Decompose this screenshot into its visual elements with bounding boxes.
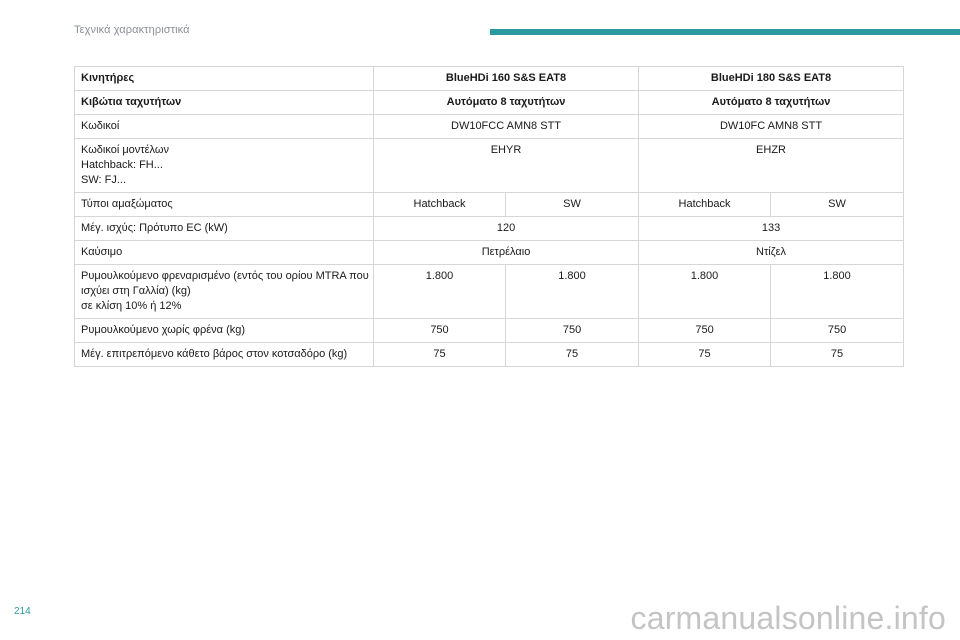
towball-cell: 75: [771, 343, 904, 367]
table-row: [75, 115, 904, 139]
fuel-1: Πετρέλαιο: [374, 241, 639, 265]
gearbox-2: Αυτόματο 8 ταχυτήτων: [639, 91, 904, 115]
table-row: [75, 67, 904, 91]
braked-trailer-label-line: Ρυμουλκούμενο φρεναρισμένο (εντός του ορίου MTRA που: [81, 270, 369, 282]
braked-trailer-cell: 1.800: [506, 265, 639, 319]
body-type-cell: Hatchback: [374, 193, 506, 217]
model-codes-label-line: SW: FJ...: [81, 174, 127, 186]
table-row: [75, 343, 904, 367]
model-codes-label-line: Κωδικοί μοντέλων: [81, 144, 169, 156]
table-row: [75, 193, 904, 217]
engine-1: BlueHDi 160 S&S EAT8: [374, 67, 639, 91]
row-label-codes: Κωδικοί: [75, 115, 374, 139]
model-code-1: EHYR: [374, 139, 639, 193]
spec-table: [74, 66, 904, 367]
unbraked-trailer-cell: 750: [771, 319, 904, 343]
page-number: 214: [14, 606, 31, 617]
row-label-body-types: Τύποι αμαξώματος: [75, 193, 374, 217]
fuel-2: Ντίζελ: [639, 241, 904, 265]
code-2: DW10FC AMN8 STT: [639, 115, 904, 139]
braked-trailer-label-line: σε κλίση 10% ή 12%: [81, 300, 182, 312]
table-row: [75, 241, 904, 265]
body-type-cell: SW: [506, 193, 639, 217]
towball-cell: 75: [374, 343, 506, 367]
table-row: [75, 139, 904, 193]
row-label-model-codes: [75, 139, 374, 193]
unbraked-trailer-cell: 750: [639, 319, 771, 343]
towball-cell: 75: [506, 343, 639, 367]
table-row: [75, 217, 904, 241]
towball-cell: 75: [639, 343, 771, 367]
power-1: 120: [374, 217, 639, 241]
power-2: 133: [639, 217, 904, 241]
engine-2: BlueHDi 180 S&S EAT8: [639, 67, 904, 91]
section-title: Τεχνικά χαρακτηριστικά: [74, 24, 190, 36]
braked-trailer-cell: 1.800: [639, 265, 771, 319]
row-label-engines: Κινητήρες: [75, 67, 374, 91]
gearbox-1: Αυτόματο 8 ταχυτήτων: [374, 91, 639, 115]
model-codes-label-line: Hatchback: FH...: [81, 159, 163, 171]
row-label-braked-trailer: [75, 265, 374, 319]
table-row: [75, 319, 904, 343]
braked-trailer-cell: 1.800: [771, 265, 904, 319]
body-type-cell: Hatchback: [639, 193, 771, 217]
body-type-cell: SW: [771, 193, 904, 217]
unbraked-trailer-cell: 750: [374, 319, 506, 343]
table-row: [75, 265, 904, 319]
row-label-towball: Μέγ. επιτρεπόμενο κάθετο βάρος στον κοτσαδόρο (kg): [75, 343, 374, 367]
watermark: carmanualsonline.info: [630, 600, 946, 636]
braked-trailer-label-line: ισχύει στη Γαλλία) (kg): [81, 285, 191, 297]
header-accent-bar: [490, 29, 960, 35]
row-label-fuel: Καύσιμο: [75, 241, 374, 265]
braked-trailer-cell: 1.800: [374, 265, 506, 319]
model-code-2: EHZR: [639, 139, 904, 193]
row-label-power: Μέγ. ισχύς: Πρότυπο EC (kW): [75, 217, 374, 241]
unbraked-trailer-cell: 750: [506, 319, 639, 343]
row-label-gearbox: Κιβώτια ταχυτήτων: [75, 91, 374, 115]
row-label-unbraked-trailer: Ρυμουλκούμενο χωρίς φρένα (kg): [75, 319, 374, 343]
table-row: [75, 91, 904, 115]
code-1: DW10FCC AMN8 STT: [374, 115, 639, 139]
